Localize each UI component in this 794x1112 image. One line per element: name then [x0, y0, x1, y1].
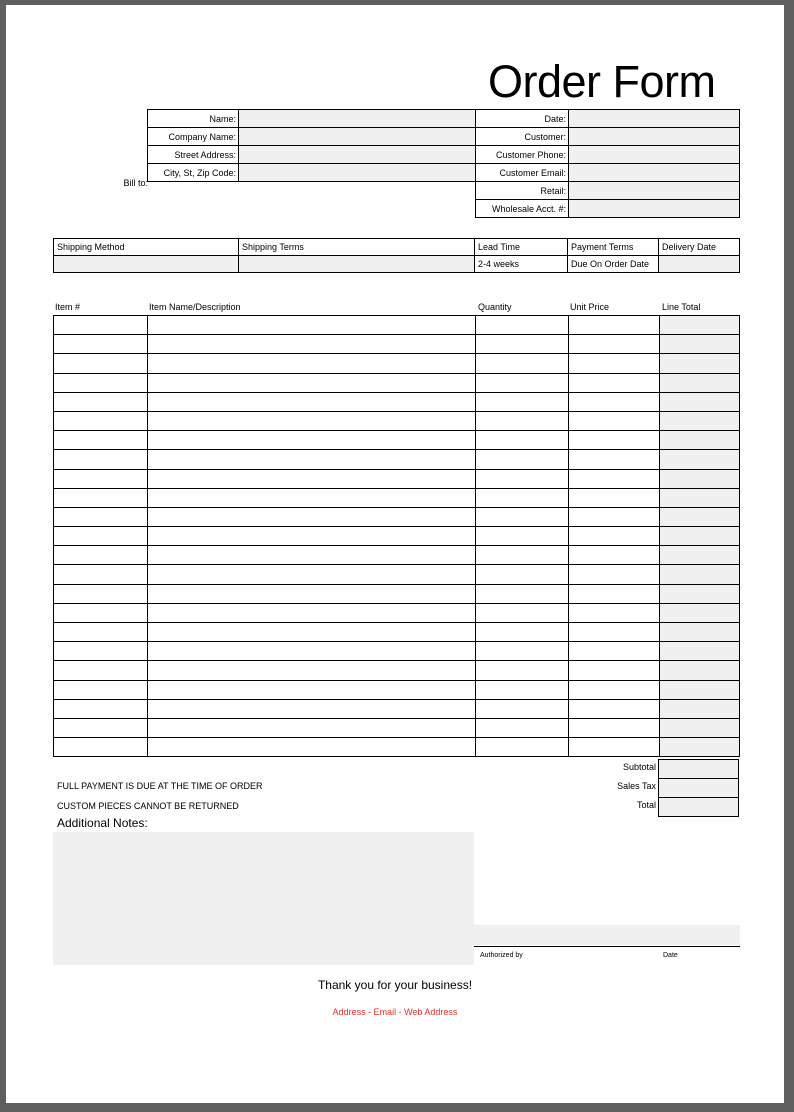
- unit-price-cell[interactable]: [569, 680, 660, 699]
- table-row: [54, 335, 740, 354]
- unit-price-cell[interactable]: [569, 546, 660, 565]
- customer-field-label: Retail:: [475, 181, 569, 200]
- unit-price-cell[interactable]: [569, 316, 660, 335]
- item-description-cell[interactable]: [148, 546, 476, 565]
- line-total-cell[interactable]: [660, 335, 740, 354]
- unit-price-cell[interactable]: [569, 392, 660, 411]
- customer-field-label: Customer Email:: [475, 163, 569, 182]
- item-number-cell[interactable]: [54, 584, 148, 603]
- shipping-method-field[interactable]: [54, 256, 239, 273]
- item-description-cell[interactable]: [148, 354, 476, 373]
- table-row: [54, 507, 740, 526]
- bill-field-input[interactable]: [238, 163, 476, 182]
- unit-price-cell[interactable]: [569, 450, 660, 469]
- item-number-cell[interactable]: [54, 431, 148, 450]
- table-row: [54, 431, 740, 450]
- order-form-page: [6, 5, 784, 1103]
- item-description-cell[interactable]: [148, 661, 476, 680]
- unit-price-cell[interactable]: [569, 488, 660, 507]
- item-description-cell[interactable]: [148, 527, 476, 546]
- item-number-cell[interactable]: [54, 354, 148, 373]
- table-row: [54, 718, 740, 737]
- item-description-cell[interactable]: [148, 642, 476, 661]
- table-row: [54, 392, 740, 411]
- item-number-cell[interactable]: [54, 527, 148, 546]
- line-total-cell[interactable]: [660, 661, 740, 680]
- customer-field-input[interactable]: [568, 163, 740, 182]
- items-table: [53, 315, 740, 757]
- footer-contact: Address - Email - Web Address: [332, 1007, 458, 1017]
- line-total-cell[interactable]: [660, 488, 740, 507]
- payment-terms-value: Due On Order Date: [568, 256, 659, 273]
- quantity-cell[interactable]: [476, 335, 569, 354]
- unit-price-cell[interactable]: [569, 603, 660, 622]
- total-field[interactable]: [659, 798, 739, 817]
- quantity-cell[interactable]: [476, 316, 569, 335]
- unit-price-cell[interactable]: [569, 507, 660, 526]
- item-number-cell[interactable]: [54, 316, 148, 335]
- line-total-cell[interactable]: [660, 316, 740, 335]
- unit-price-cell[interactable]: [569, 354, 660, 373]
- bill-field-input[interactable]: [238, 109, 476, 128]
- item-number-cell[interactable]: [54, 661, 148, 680]
- item-number-cell[interactable]: [54, 450, 148, 469]
- authorized-by-label: Authorized by: [480, 952, 523, 959]
- quantity-cell[interactable]: [476, 373, 569, 392]
- bill-field-label: City, St, Zip Code:: [147, 163, 239, 182]
- line-total-cell[interactable]: [660, 565, 740, 584]
- line-total-cell[interactable]: [660, 623, 740, 642]
- item-number-cell[interactable]: [54, 507, 148, 526]
- table-row: [54, 584, 740, 603]
- quantity-cell[interactable]: [476, 411, 569, 430]
- item-description-cell[interactable]: [148, 450, 476, 469]
- quantity-cell[interactable]: [476, 354, 569, 373]
- items-header-description: Item Name/Description: [149, 302, 241, 312]
- unit-price-cell[interactable]: [569, 718, 660, 737]
- item-description-cell[interactable]: [148, 335, 476, 354]
- delivery-date-field[interactable]: [659, 256, 740, 273]
- table-row: [54, 661, 740, 680]
- shipping-table: [53, 238, 740, 273]
- line-total-cell[interactable]: [660, 603, 740, 622]
- quantity-cell[interactable]: [476, 546, 569, 565]
- table-row: [54, 546, 740, 565]
- item-number-cell[interactable]: [54, 373, 148, 392]
- line-total-cell[interactable]: [660, 469, 740, 488]
- item-description-cell[interactable]: [148, 565, 476, 584]
- item-description-cell[interactable]: [148, 392, 476, 411]
- item-description-cell[interactable]: [148, 623, 476, 642]
- item-number-cell[interactable]: [54, 623, 148, 642]
- table-row: [54, 488, 740, 507]
- item-number-cell[interactable]: [54, 488, 148, 507]
- table-row: [54, 527, 740, 546]
- line-total-cell[interactable]: [660, 373, 740, 392]
- line-total-cell[interactable]: [660, 450, 740, 469]
- payment-notice: FULL PAYMENT IS DUE AT THE TIME OF ORDER: [57, 781, 263, 791]
- unit-price-cell[interactable]: [569, 373, 660, 392]
- quantity-cell[interactable]: [476, 603, 569, 622]
- line-total-cell[interactable]: [660, 507, 740, 526]
- quantity-cell[interactable]: [476, 392, 569, 411]
- table-row: [54, 354, 740, 373]
- page-title: Order Form: [488, 56, 716, 107]
- additional-notes-field[interactable]: [53, 832, 474, 965]
- table-row: [54, 469, 740, 488]
- item-number-cell[interactable]: [54, 546, 148, 565]
- customer-field-input[interactable]: [568, 199, 740, 218]
- item-number-cell[interactable]: [54, 469, 148, 488]
- customer-field-label: Customer:: [475, 127, 569, 146]
- line-total-cell[interactable]: [660, 411, 740, 430]
- table-row: [54, 680, 740, 699]
- line-total-cell[interactable]: [660, 527, 740, 546]
- item-number-cell[interactable]: [54, 603, 148, 622]
- customer-field-label: Date:: [475, 109, 569, 128]
- item-number-cell[interactable]: [54, 411, 148, 430]
- quantity-cell[interactable]: [476, 431, 569, 450]
- item-description-cell[interactable]: [148, 699, 476, 718]
- bill-field-label: Company Name:: [147, 127, 239, 146]
- item-description-cell[interactable]: [148, 680, 476, 699]
- item-number-cell[interactable]: [54, 699, 148, 718]
- table-row: [54, 642, 740, 661]
- sales-tax-field[interactable]: [659, 779, 739, 798]
- unit-price-cell[interactable]: [569, 584, 660, 603]
- item-description-cell[interactable]: [148, 584, 476, 603]
- line-total-cell[interactable]: [660, 584, 740, 603]
- quantity-cell[interactable]: [476, 507, 569, 526]
- item-number-cell[interactable]: [54, 738, 148, 757]
- sales-tax-label: Sales Tax: [617, 781, 656, 791]
- unit-price-cell[interactable]: [569, 411, 660, 430]
- items-header-item-number: Item #: [55, 302, 81, 312]
- line-total-cell[interactable]: [660, 718, 740, 737]
- line-total-cell[interactable]: [660, 392, 740, 411]
- item-description-cell[interactable]: [148, 738, 476, 757]
- table-row: [54, 450, 740, 469]
- items-header-quantity: Quantity: [478, 302, 512, 312]
- quantity-cell[interactable]: [476, 488, 569, 507]
- quantity-cell[interactable]: [476, 623, 569, 642]
- totals-box: [658, 759, 739, 817]
- shipping-header: Lead Time: [475, 239, 568, 256]
- item-description-cell[interactable]: [148, 411, 476, 430]
- item-number-cell[interactable]: [54, 718, 148, 737]
- quantity-cell[interactable]: [476, 527, 569, 546]
- item-number-cell[interactable]: [54, 392, 148, 411]
- unit-price-cell[interactable]: [569, 469, 660, 488]
- quantity-cell[interactable]: [476, 584, 569, 603]
- line-total-cell[interactable]: [660, 738, 740, 757]
- item-description-cell[interactable]: [148, 469, 476, 488]
- items-header-line-total: Line Total: [662, 302, 701, 312]
- shipping-header: Delivery Date: [659, 239, 740, 256]
- table-row: [54, 373, 740, 392]
- item-number-cell[interactable]: [54, 642, 148, 661]
- item-description-cell[interactable]: [148, 373, 476, 392]
- customer-field-label: Wholesale Acct. #:: [475, 199, 569, 218]
- item-description-cell[interactable]: [148, 488, 476, 507]
- subtotal-label: Subtotal: [622, 762, 656, 772]
- item-description-cell[interactable]: [148, 316, 476, 335]
- quantity-cell[interactable]: [476, 469, 569, 488]
- table-row: [54, 411, 740, 430]
- table-row: [54, 623, 740, 642]
- shipping-header: Payment Terms: [568, 239, 659, 256]
- table-row: [54, 699, 740, 718]
- table-row: [54, 738, 740, 757]
- thank-you-message: Thank you for your business!: [317, 978, 473, 992]
- shipping-header: Shipping Method: [54, 239, 239, 256]
- customer-field-input[interactable]: [568, 127, 740, 146]
- line-total-cell[interactable]: [660, 431, 740, 450]
- quantity-cell[interactable]: [476, 661, 569, 680]
- bill-field-label: Name:: [147, 109, 239, 128]
- lead-time-value: 2-4 weeks: [475, 256, 568, 273]
- items-header-unit-price: Unit Price: [570, 302, 610, 312]
- table-row: [54, 565, 740, 584]
- unit-price-cell[interactable]: [569, 738, 660, 757]
- customer-field-label: Customer Phone:: [475, 145, 569, 164]
- quantity-cell[interactable]: [476, 642, 569, 661]
- quantity-cell[interactable]: [476, 738, 569, 757]
- table-row: [54, 316, 740, 335]
- line-total-cell[interactable]: [660, 546, 740, 565]
- item-description-cell[interactable]: [148, 718, 476, 737]
- bill-field-label: Street Address:: [147, 145, 239, 164]
- shipping-terms-field[interactable]: [239, 256, 475, 273]
- signature-field[interactable]: [474, 925, 740, 945]
- unit-price-cell[interactable]: [569, 699, 660, 718]
- table-row: [54, 603, 740, 622]
- unit-price-cell[interactable]: [569, 642, 660, 661]
- item-number-cell[interactable]: [54, 565, 148, 584]
- unit-price-cell[interactable]: [569, 623, 660, 642]
- item-number-cell[interactable]: [54, 680, 148, 699]
- quantity-cell[interactable]: [476, 565, 569, 584]
- line-total-cell[interactable]: [660, 680, 740, 699]
- customer-field-input[interactable]: [568, 181, 740, 200]
- unit-price-cell[interactable]: [569, 527, 660, 546]
- customer-field-input[interactable]: [568, 145, 740, 164]
- signature-line: [474, 946, 740, 947]
- item-description-cell[interactable]: [148, 603, 476, 622]
- bill-to-label: Bill to:: [123, 178, 148, 188]
- subtotal-field[interactable]: [659, 760, 739, 779]
- unit-price-cell[interactable]: [569, 661, 660, 680]
- bill-field-input[interactable]: [238, 127, 476, 146]
- quantity-cell[interactable]: [476, 699, 569, 718]
- returns-notice: CUSTOM PIECES CANNOT BE RETURNED: [57, 801, 239, 811]
- shipping-header: Shipping Terms: [239, 239, 475, 256]
- line-total-cell[interactable]: [660, 354, 740, 373]
- unit-price-cell[interactable]: [569, 565, 660, 584]
- line-total-cell[interactable]: [660, 699, 740, 718]
- item-description-cell[interactable]: [148, 431, 476, 450]
- quantity-cell[interactable]: [476, 718, 569, 737]
- total-label: Total: [636, 800, 656, 810]
- line-total-cell[interactable]: [660, 642, 740, 661]
- date-label: Date: [663, 952, 678, 959]
- additional-notes-label: Additional Notes:: [57, 816, 148, 830]
- unit-price-cell[interactable]: [569, 431, 660, 450]
- item-description-cell[interactable]: [148, 507, 476, 526]
- unit-price-cell[interactable]: [569, 335, 660, 354]
- item-number-cell[interactable]: [54, 335, 148, 354]
- customer-field-input[interactable]: [568, 109, 740, 128]
- bill-field-input[interactable]: [238, 145, 476, 164]
- quantity-cell[interactable]: [476, 450, 569, 469]
- quantity-cell[interactable]: [476, 680, 569, 699]
